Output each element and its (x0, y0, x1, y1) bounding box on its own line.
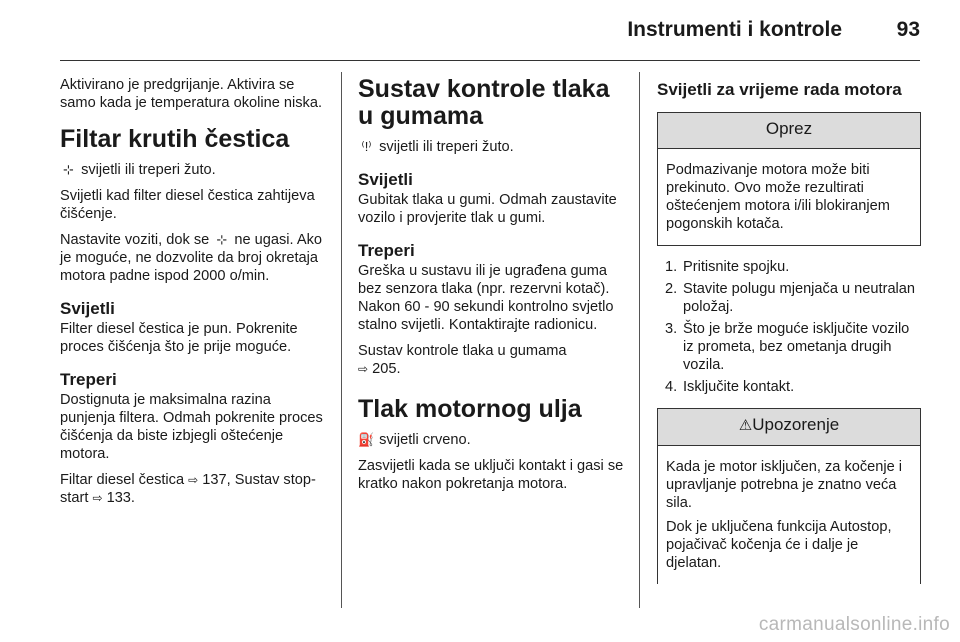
page-ref-arrow-icon: ⇨ (358, 362, 369, 376)
treperi-heading: Treperi (60, 370, 117, 389)
dpf-paragraph-2-start: Nastavite voziti, dok se (60, 232, 210, 248)
oil-icon-line (358, 431, 628, 449)
engine-running-heading: Svijetli za vrijeme rada motora (657, 80, 902, 99)
warning-text-1: Kada je motor isključen, za kočenje i upravljanje potrebna je znatno veća sila. (666, 459, 903, 511)
page-ref-arrow-icon: ⇨ (188, 473, 199, 487)
warning-text-2: Dok je uključena funkcija Autostop, pojačivač kočenja će i dalje je djelatan. (666, 519, 892, 571)
ref-a-text: Filtar diesel čestica (60, 472, 185, 488)
warning-header (658, 409, 920, 446)
dpf-icon-text: svijetli ili treperi žuto. (81, 162, 216, 178)
steps-list (657, 258, 921, 396)
list-item: 3. Što je brže moguće isključite vozilo iz prometa, bez ometanja drugih vozila. (665, 321, 910, 373)
caution-title: Oprez (658, 113, 920, 149)
treperi-heading: Treperi (358, 241, 415, 260)
intro-paragraph: Aktivirano je predgrijanje. Aktivira se samo kada je temperatura okoline niska. (60, 77, 323, 111)
oil-text: Zasvijetli kada se uključi kontakt i gasi se kratko nakon pokretanja motora. (358, 458, 624, 492)
list-item: 4. Isključite kontakt. (665, 379, 795, 395)
column-3 (657, 80, 921, 584)
watermark: carmanualsonline.info (758, 614, 950, 635)
tpms-icon-line (358, 138, 628, 156)
ref-b-page[interactable]: 133. (106, 490, 135, 506)
svijetli-heading: Svijetli (60, 299, 115, 318)
warning-triangle-icon: ⚠ (738, 417, 753, 434)
column-2 (358, 76, 628, 501)
cross-reference (358, 342, 628, 378)
treperi-text: Dostignuta je maksimalna razina punjenja filtera. Odmah pokrenite proces čišćenja da biste izbjegli oštećenje motora. (60, 392, 323, 462)
dpf-paragraph-2-end: ne ugasi. Ako je moguće, ne dozvolite da broj okretaja motora padne ispod 2000 o/min. (60, 232, 323, 284)
ref-b-text: , Sustav stop-start (60, 472, 316, 506)
column-divider-1 (341, 72, 342, 608)
particle-filter-icon: ⊹ (216, 232, 228, 247)
treperi-text: Greška u sustavu ili je ugrađena guma bez senzora tlaka (npr. rezervni kotač). Nakon 60 - 90 sekundi kontrolno svjetlo stalno svijetli. Kontaktirajte radionicu. (358, 263, 614, 333)
warning-title: Upozorenje (752, 415, 840, 434)
dpf-paragraph-1: Svijetli kad filter diesel čestica zahtijeva čišćenje. (60, 188, 315, 222)
ref-page[interactable]: 205. (372, 361, 401, 377)
oil-icon-text: svijetli crveno. (379, 432, 471, 448)
svijetli-heading: Svijetli (358, 170, 413, 189)
tpms-icon-text: svijetli ili treperi žuto. (379, 139, 514, 155)
list-item: 2. Stavite polugu mjenjača u neutralan položaj. (665, 281, 916, 315)
oil-can-icon: ⛽ (358, 432, 375, 447)
header-divider (60, 60, 920, 61)
ref-a-page[interactable]: 137 (202, 472, 227, 488)
particle-filter-icon: ⊹ (63, 162, 74, 177)
dpf-paragraph-2 (60, 231, 325, 285)
list-item: 1. Pritisnite spojku. (665, 259, 790, 275)
dpf-heading: Filtar krutih čestica (60, 125, 290, 153)
header-title: Instrumenti i kontrole (627, 18, 842, 41)
ref-text: Sustav kontrole tlaka u gumama (358, 343, 567, 359)
tpms-heading: Sustav kontrole tlaka u gumama (358, 75, 610, 130)
warning-box (657, 408, 921, 584)
svijetli-text: Filter diesel čestica je pun. Pokrenite proces čišćenja što je prije moguće. (60, 321, 298, 355)
cross-reference (60, 471, 325, 507)
tyre-pressure-icon: ⁽!⁾ (361, 139, 372, 154)
column-1 (60, 76, 325, 515)
page-ref-arrow-icon: ⇨ (92, 491, 103, 505)
page-number: 93 (896, 18, 920, 41)
caution-text: Podmazivanje motora može biti prekinuto. Ovo može rezultirati oštećenjem motora i/ili blokiranjem pogonskih kotača. (666, 162, 890, 232)
svijetli-text: Gubitak tlaka u gumi. Odmah zaustavite vozilo i provjerite tlak u gumi. (358, 192, 617, 226)
dpf-icon-line (60, 161, 325, 179)
oil-pressure-heading: Tlak motornog ulja (358, 395, 582, 423)
column-divider-2 (639, 72, 640, 608)
caution-box (657, 112, 921, 246)
